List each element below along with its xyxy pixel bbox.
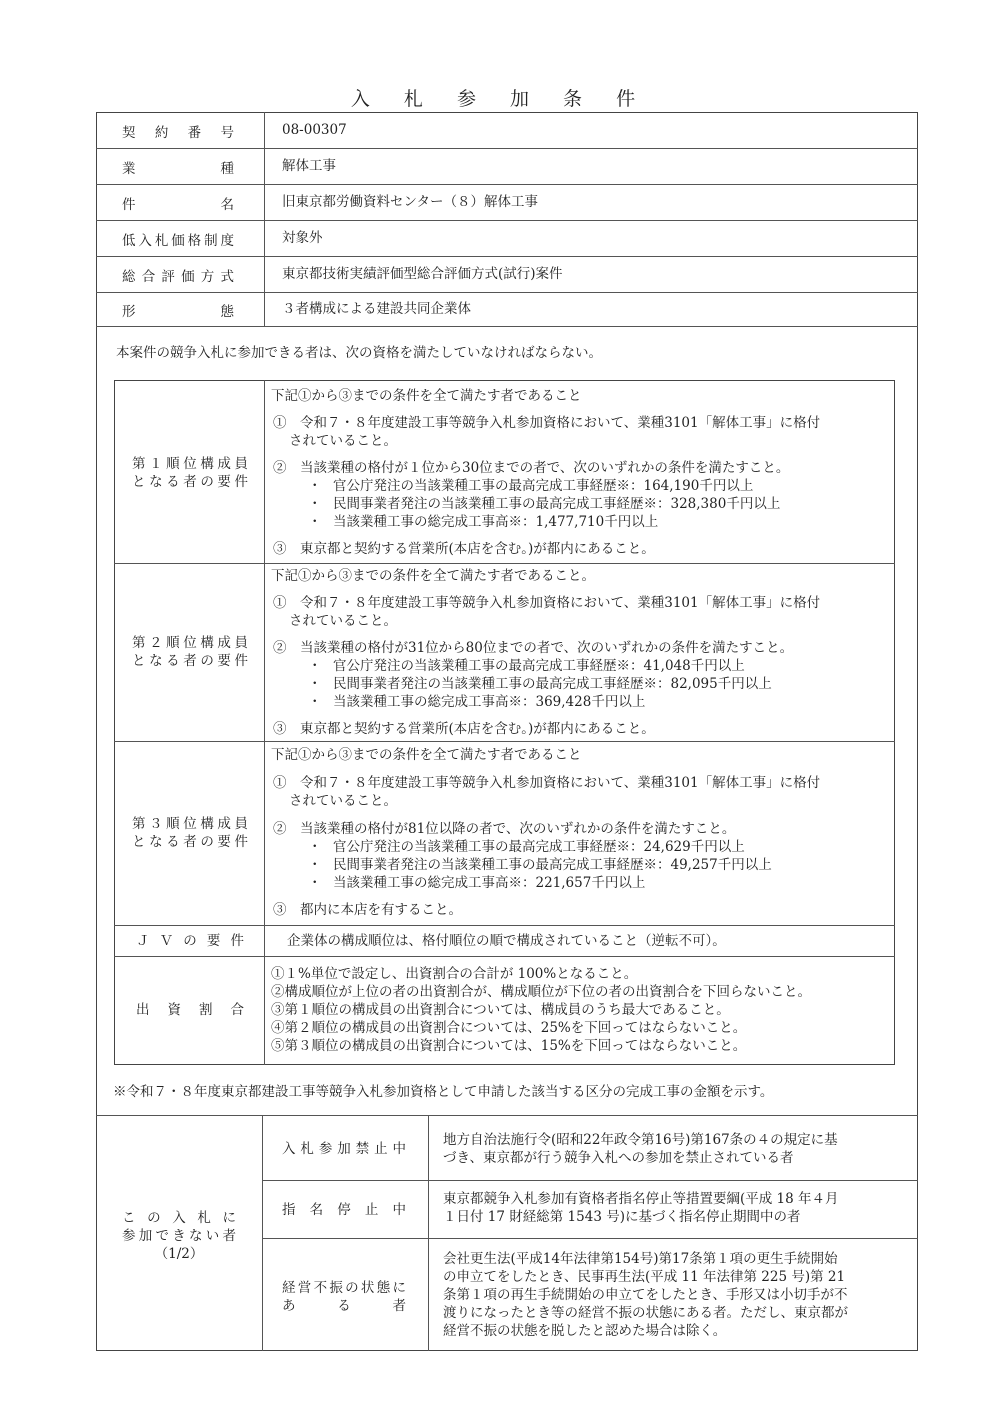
rank1-item1-line1: ① 令和７・８年度建設工事等競争入札参加資格において、業種3101「解体工事」に格付 <box>273 415 821 431</box>
row-divider <box>96 148 918 149</box>
column-divider <box>264 380 265 1065</box>
evaluation-method-value: 東京都技術実績評価型総合評価方式(試行)案件 <box>282 266 563 282</box>
low-bid-system-label: 低入札価格制度 <box>122 233 234 249</box>
project-name-value: 旧東京都労働資料センター（８）解体工事 <box>282 194 538 210</box>
business-failure-desc-line: の申立てをしたとき、民事再生法(平成 11 年法律第 225 号)第 21 <box>443 1269 846 1285</box>
rank3-label-line1: 第３順位構成員 <box>132 816 248 832</box>
rank1-item3: ③ 東京都と契約する営業所(本店を含む。)が都内にあること。 <box>273 541 655 557</box>
row-divider <box>96 220 918 221</box>
rank1-bullet2-mark: ・ <box>308 496 322 512</box>
suspension-desc-line: １日付 17 財経総第 1543 号)に基づく指名停止期間中の者 <box>443 1209 801 1225</box>
rank3-bullet2-mark: ・ <box>308 857 322 873</box>
bid-ban-desc-line: 地方自治法施行令(昭和22年政令第16号)第167条の４の規定に基 <box>443 1132 838 1148</box>
contract-number-label: 契約番号 <box>122 125 234 141</box>
suspension-label: 指名停止中 <box>282 1202 406 1218</box>
rank1-item2: ② 当該業種の格付が１位から30位までの者で、次のいずれかの条件を満たすこと。 <box>273 460 790 476</box>
exclusion-label-line1: この入札に <box>122 1210 236 1226</box>
row-divider <box>262 1238 918 1239</box>
investment-line: ③第１順位の構成員の出資割合については、構成員のうち最大であること。 <box>271 1002 730 1018</box>
row-divider <box>114 956 895 957</box>
exclusion-label-line3: （1/2） <box>154 1246 204 1262</box>
rank1-bullet1-mark: ・ <box>308 478 322 494</box>
row-divider <box>96 326 918 327</box>
jv-value: 企業体の構成順位は、格付順位の順で構成されていること（逆転不可）。 <box>287 933 726 949</box>
rank2-item2: ② 当該業種の格付が31位から80位までの者で、次のいずれかの条件を満たすこと。 <box>273 640 794 656</box>
row-divider <box>96 184 918 185</box>
business-failure-desc-line: 条第１項の再生手続開始の申立てをしたとき、手形又は小切手が不 <box>443 1287 848 1303</box>
investment-line: ②構成順位が上位の者の出資割合が、構成順位が下位の者の出資割合を下回らないこと。 <box>271 984 811 1000</box>
rank2-bullet1-mark: ・ <box>308 658 322 674</box>
rank3-bullet3: 当該業種工事の総完成工事高※：221,657千円以上 <box>333 875 646 891</box>
rank3-bullet1-mark: ・ <box>308 839 322 855</box>
rank2-heading: 下記①から③までの条件を全て満たす者であること。 <box>271 568 595 584</box>
investment-line: ①１%単位で設定し、出資割合の合計が 100%となること。 <box>271 966 638 982</box>
rank2-label-line2: となる者の要件 <box>132 653 248 669</box>
form-value: ３者構成による建設共同企業体 <box>282 301 471 317</box>
rank2-label-line1: 第２順位構成員 <box>132 635 248 651</box>
investment-label: 出資割合 <box>136 1002 244 1018</box>
rank2-bullet3: 当該業種工事の総完成工事高※：369,428千円以上 <box>333 694 646 710</box>
rank3-item1-line1: ① 令和７・８年度建設工事等競争入札参加資格において、業種3101「解体工事」に格付 <box>273 775 821 791</box>
business-failure-desc-line: 会社更生法(平成14年法律第154号)第17条第１項の更生手続開始 <box>443 1251 838 1267</box>
rank1-label-line2: となる者の要件 <box>132 474 248 490</box>
rank2-item1-line1: ① 令和７・８年度建設工事等競争入札参加資格において、業種3101「解体工事」に格付 <box>273 595 821 611</box>
low-bid-system-value: 対象外 <box>282 230 323 246</box>
rank1-bullet3-mark: ・ <box>308 514 322 530</box>
rank1-heading: 下記①から③までの条件を全て満たす者であること <box>271 388 582 404</box>
rank1-label-line1: 第１順位構成員 <box>132 456 248 472</box>
exclusion-label-line2: 参加できない者 <box>122 1228 236 1244</box>
suspension-desc-line: 東京都競争入札参加有資格者指名停止等措置要綱(平成 18 年４月 <box>443 1191 839 1207</box>
business-failure-label-line2: ある者 <box>282 1298 406 1314</box>
rank3-item2: ② 当該業種の格付が81位以降の者で、次のいずれかの条件を満たすこと。 <box>273 821 736 837</box>
rank3-item1-line2: されていること。 <box>289 793 397 809</box>
row-divider <box>114 925 895 926</box>
rank2-bullet3-mark: ・ <box>308 694 322 710</box>
rank3-item3: ③ 都内に本店を有すること。 <box>273 902 462 918</box>
bid-ban-label: 入札参加禁止中 <box>282 1141 406 1157</box>
row-divider <box>114 741 895 742</box>
rank1-bullet2: 民間事業者発注の当該業種工事の最高完成工事経歴※：328,380千円以上 <box>333 496 781 512</box>
rank3-bullet1: 官公庁発注の当該業種工事の最高完成工事経歴※：24,629千円以上 <box>333 839 745 855</box>
business-failure-desc-line: 渡りになったとき等の経営不振の状態にある者。ただし、東京都が <box>443 1305 848 1321</box>
rank2-bullet2-mark: ・ <box>308 676 322 692</box>
business-failure-desc-line: 経営不振の状態を脱したと認めた場合は除く。 <box>443 1323 727 1339</box>
industry-label: 業種 <box>122 161 234 177</box>
rank3-heading: 下記①から③までの条件を全て満たす者であること <box>271 747 582 763</box>
rank2-item1-line2: されていること。 <box>289 613 397 629</box>
rank3-bullet2: 民間事業者発注の当該業種工事の最高完成工事経歴※：49,257千円以上 <box>333 857 772 873</box>
footnote: ※令和７・８年度東京都建設工事等競争入札参加資格として申請した該当する区分の完成工事の金額を示す。 <box>113 1084 774 1100</box>
row-divider <box>262 1180 918 1181</box>
rank2-item3: ③ 東京都と契約する営業所(本店を含む。)が都内にあること。 <box>273 721 655 737</box>
column-divider <box>428 1115 429 1351</box>
intro-text: 本案件の競争入札に参加できる者は、次の資格を満たしていなければならない。 <box>116 345 602 361</box>
row-divider <box>96 1115 918 1116</box>
row-divider <box>96 256 918 257</box>
investment-line: ⑤第３順位の構成員の出資割合については、15%を下回ってはならないこと。 <box>271 1038 747 1054</box>
business-failure-label-line1: 経営不振の状態に <box>282 1280 406 1296</box>
bid-ban-desc-line: づき、東京都が行う競争入札への参加を禁止されている者 <box>443 1150 794 1166</box>
page-title: 入 札 参 加 条 件 <box>350 88 650 110</box>
column-divider <box>264 112 265 326</box>
rank3-label-line2: となる者の要件 <box>132 834 248 850</box>
rank1-item1-line2: されていること。 <box>289 433 397 449</box>
contract-number-value: 08-00307 <box>282 122 347 138</box>
row-divider <box>114 563 895 564</box>
rank2-bullet2: 民間事業者発注の当該業種工事の最高完成工事経歴※：82,095千円以上 <box>333 676 772 692</box>
rank3-bullet3-mark: ・ <box>308 875 322 891</box>
industry-value: 解体工事 <box>282 158 336 174</box>
investment-line: ④第２順位の構成員の出資割合については、25%を下回ってはならないこと。 <box>271 1020 747 1036</box>
row-divider <box>96 292 918 293</box>
rank1-bullet3: 当該業種工事の総完成工事高※：1,477,710千円以上 <box>333 514 659 530</box>
rank2-bullet1: 官公庁発注の当該業種工事の最高完成工事経歴※：41,048千円以上 <box>333 658 745 674</box>
project-name-label: 件名 <box>122 197 234 213</box>
rank1-bullet1: 官公庁発注の当該業種工事の最高完成工事経歴※：164,190千円以上 <box>333 478 754 494</box>
jv-label: ＪＶの要件 <box>136 933 244 949</box>
column-divider <box>262 1115 263 1351</box>
form-label: 形態 <box>122 304 234 320</box>
evaluation-method-label: 総合評価方式 <box>122 269 234 285</box>
